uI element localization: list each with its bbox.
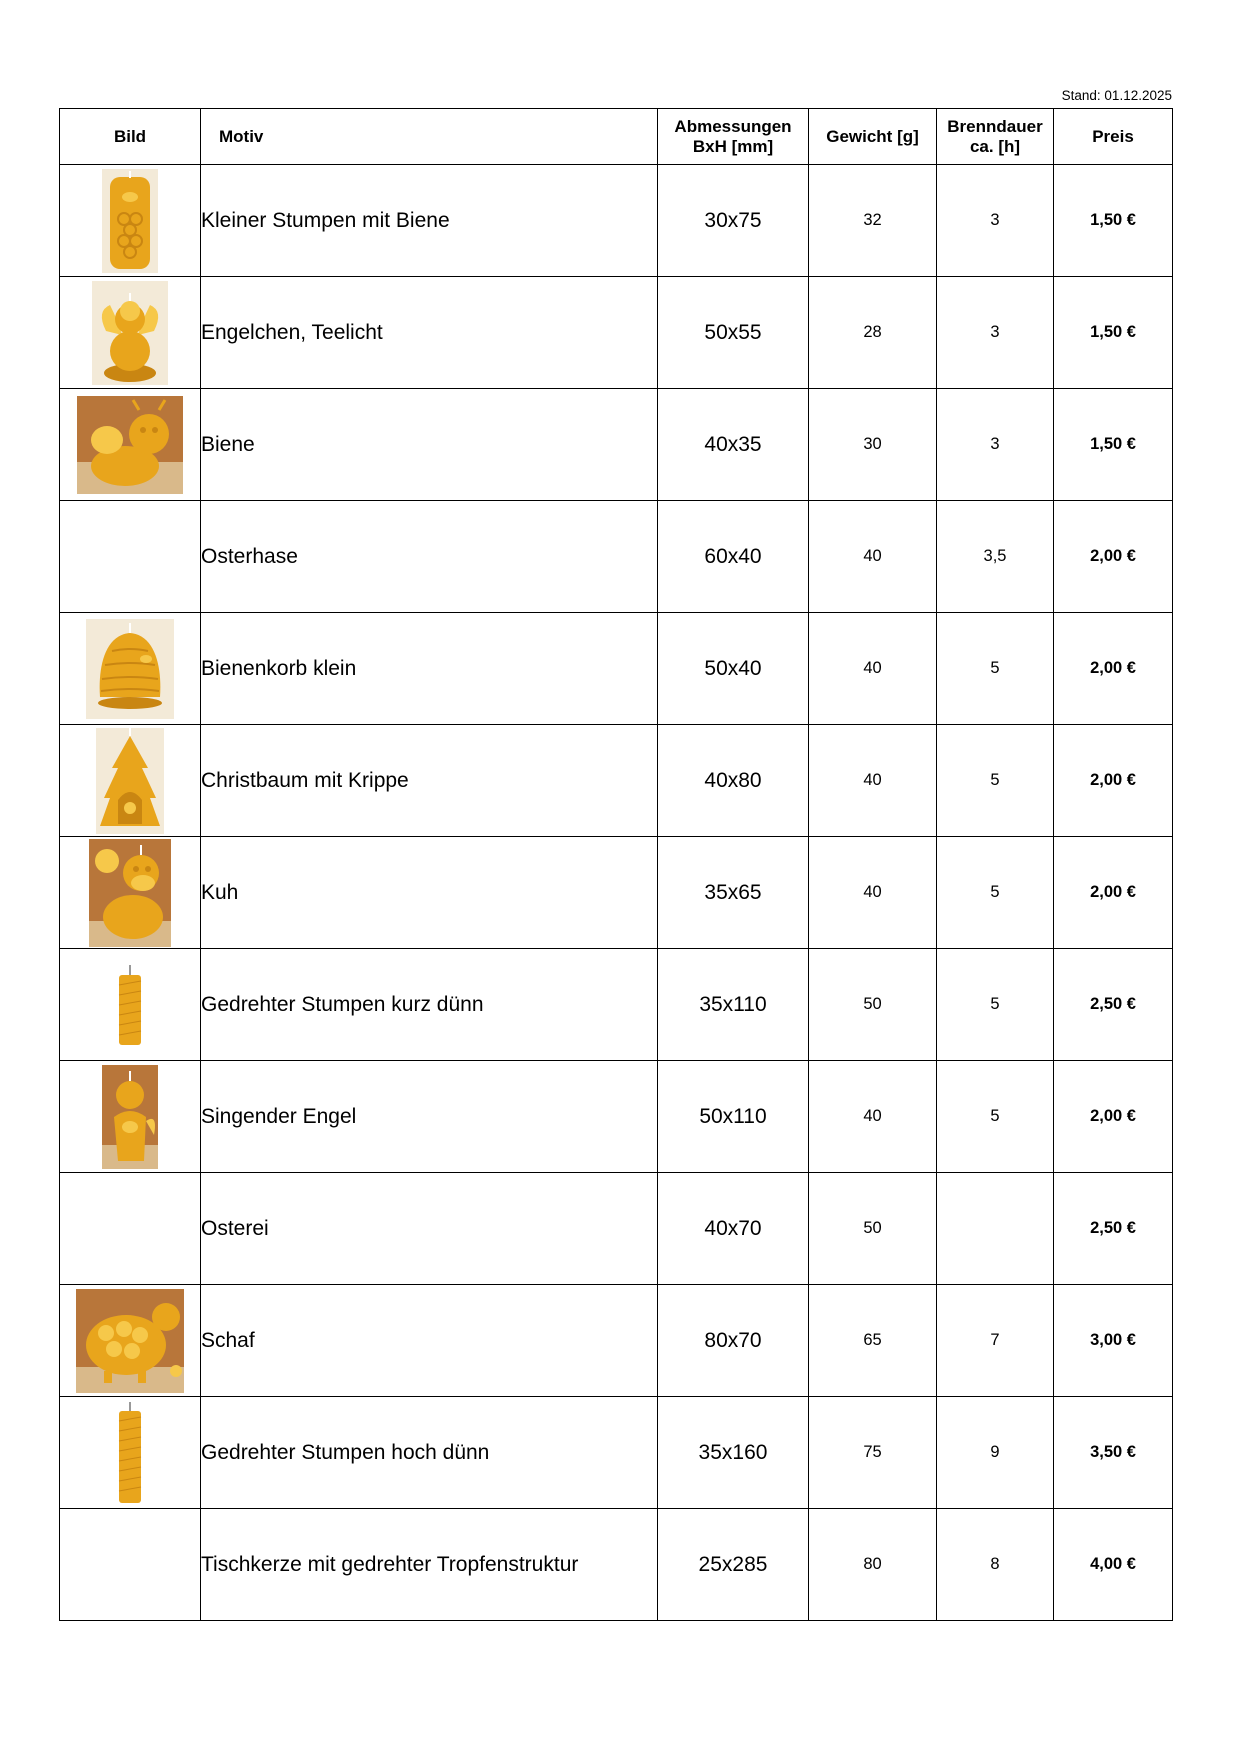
cell-preis: 1,50 € xyxy=(1054,389,1173,501)
cell-gewicht: 75 xyxy=(809,1397,937,1509)
table-row xyxy=(60,613,1173,725)
honeycomb-candle-image xyxy=(102,169,158,273)
cell-motiv: Singender Engel xyxy=(201,1061,658,1173)
cell-brenndauer xyxy=(937,1173,1054,1285)
cell-brenndauer: 5 xyxy=(937,1061,1054,1173)
beehive-image xyxy=(86,619,174,719)
cell-preis: 4,00 € xyxy=(1054,1509,1173,1621)
cell-abmessungen: 50x40 xyxy=(658,613,809,725)
image-cell xyxy=(60,1397,201,1509)
header-brenndauer-line2: ca. [h] xyxy=(969,136,1021,156)
cell-abmessungen: 40x35 xyxy=(658,389,809,501)
cell-gewicht: 40 xyxy=(809,1061,937,1173)
cell-gewicht: 30 xyxy=(809,389,937,501)
cell-brenndauer: 3,5 xyxy=(937,501,1054,613)
cell-motiv: Tischkerze mit gedrehter Tropfenstruktur xyxy=(201,1509,658,1621)
cell-gewicht: 50 xyxy=(809,949,937,1061)
table-header-row xyxy=(60,109,1173,165)
price-table xyxy=(59,108,1173,1621)
header-preis: Preis xyxy=(1054,109,1173,165)
table-row xyxy=(60,1285,1173,1397)
cell-brenndauer: 3 xyxy=(937,165,1054,277)
table-row xyxy=(60,837,1173,949)
stand-date: Stand: 01.12.2025 xyxy=(1061,88,1172,103)
table-row xyxy=(60,389,1173,501)
tall-pillar-candle-image xyxy=(115,1401,145,1505)
cell-abmessungen: 35x110 xyxy=(658,949,809,1061)
cell-abmessungen: 35x160 xyxy=(658,1397,809,1509)
cell-preis: 2,00 € xyxy=(1054,1061,1173,1173)
cell-motiv: Schaf xyxy=(201,1285,658,1397)
cell-preis: 2,00 € xyxy=(1054,501,1173,613)
cell-motiv: Osterhase xyxy=(201,501,658,613)
cell-brenndauer: 5 xyxy=(937,613,1054,725)
cell-motiv: Engelchen, Teelicht xyxy=(201,277,658,389)
image-cell xyxy=(60,165,201,277)
cell-preis: 2,00 € xyxy=(1054,837,1173,949)
cell-abmessungen: 50x110 xyxy=(658,1061,809,1173)
cell-gewicht: 28 xyxy=(809,277,937,389)
header-gewicht: Gewicht [g] xyxy=(809,109,937,165)
cell-preis: 1,50 € xyxy=(1054,277,1173,389)
cell-motiv: Osterei xyxy=(201,1173,658,1285)
table-row xyxy=(60,725,1173,837)
header-bild: Bild xyxy=(60,109,201,165)
header-abmessungen xyxy=(658,109,809,165)
bee-figure-image xyxy=(77,396,183,494)
cell-abmessungen: 25x285 xyxy=(658,1509,809,1621)
table-row xyxy=(60,1509,1173,1621)
cell-preis: 2,50 € xyxy=(1054,949,1173,1061)
table-row xyxy=(60,1397,1173,1509)
cell-abmessungen: 60x40 xyxy=(658,501,809,613)
image-cell xyxy=(60,389,201,501)
table-row xyxy=(60,165,1173,277)
cell-brenndauer: 3 xyxy=(937,389,1054,501)
singing-angel-image xyxy=(102,1065,158,1169)
cell-brenndauer: 7 xyxy=(937,1285,1054,1397)
image-cell xyxy=(60,1285,201,1397)
cell-gewicht: 40 xyxy=(809,613,937,725)
image-cell xyxy=(60,837,201,949)
cell-gewicht: 40 xyxy=(809,501,937,613)
cell-motiv: Gedrehter Stumpen kurz dünn xyxy=(201,949,658,1061)
cell-gewicht: 40 xyxy=(809,725,937,837)
cell-brenndauer: 5 xyxy=(937,837,1054,949)
angel-tealight-image xyxy=(92,281,168,385)
header-brenndauer-line1: Brenndauer xyxy=(947,116,1043,136)
cell-gewicht: 40 xyxy=(809,837,937,949)
table-row xyxy=(60,1173,1173,1285)
christmas-tree-crib-image xyxy=(96,728,164,834)
image-cell xyxy=(60,613,201,725)
cell-preis: 2,00 € xyxy=(1054,613,1173,725)
cell-brenndauer: 3 xyxy=(937,277,1054,389)
cell-motiv: Kuh xyxy=(201,837,658,949)
cell-brenndauer: 8 xyxy=(937,1509,1054,1621)
short-pillar-candle-image xyxy=(115,963,145,1047)
table-row xyxy=(60,501,1173,613)
cell-gewicht: 50 xyxy=(809,1173,937,1285)
cell-motiv: Biene xyxy=(201,389,658,501)
image-cell xyxy=(60,1509,201,1621)
cell-motiv: Bienenkorb klein xyxy=(201,613,658,725)
cell-motiv: Gedrehter Stumpen hoch dünn xyxy=(201,1397,658,1509)
cell-gewicht: 32 xyxy=(809,165,937,277)
cell-preis: 1,50 € xyxy=(1054,165,1173,277)
cell-motiv: Christbaum mit Krippe xyxy=(201,725,658,837)
sheep-image xyxy=(76,1289,184,1393)
cell-abmessungen: 30x75 xyxy=(658,165,809,277)
header-motiv: Motiv xyxy=(201,109,658,165)
cell-preis: 2,00 € xyxy=(1054,725,1173,837)
cell-gewicht: 65 xyxy=(809,1285,937,1397)
image-cell xyxy=(60,1061,201,1173)
cell-abmessungen: 40x80 xyxy=(658,725,809,837)
cell-preis: 3,00 € xyxy=(1054,1285,1173,1397)
header-brenndauer xyxy=(937,109,1054,165)
cell-motiv: Kleiner Stumpen mit Biene xyxy=(201,165,658,277)
cell-brenndauer: 5 xyxy=(937,949,1054,1061)
cell-abmessungen: 35x65 xyxy=(658,837,809,949)
image-cell xyxy=(60,949,201,1061)
image-cell xyxy=(60,277,201,389)
table-row xyxy=(60,949,1173,1061)
image-cell xyxy=(60,1173,201,1285)
cell-preis: 3,50 € xyxy=(1054,1397,1173,1509)
table-row xyxy=(60,277,1173,389)
cell-gewicht: 80 xyxy=(809,1509,937,1621)
cell-brenndauer: 9 xyxy=(937,1397,1054,1509)
cell-abmessungen: 80x70 xyxy=(658,1285,809,1397)
cell-preis: 2,50 € xyxy=(1054,1173,1173,1285)
cell-brenndauer: 5 xyxy=(937,725,1054,837)
table-row xyxy=(60,1061,1173,1173)
cow-image xyxy=(89,839,171,947)
header-abmessungen-line2: BxH [mm] xyxy=(692,136,774,156)
header-abmessungen-line1: Abmessungen xyxy=(674,116,792,136)
cell-abmessungen: 40x70 xyxy=(658,1173,809,1285)
image-cell xyxy=(60,501,201,613)
image-cell xyxy=(60,725,201,837)
cell-abmessungen: 50x55 xyxy=(658,277,809,389)
